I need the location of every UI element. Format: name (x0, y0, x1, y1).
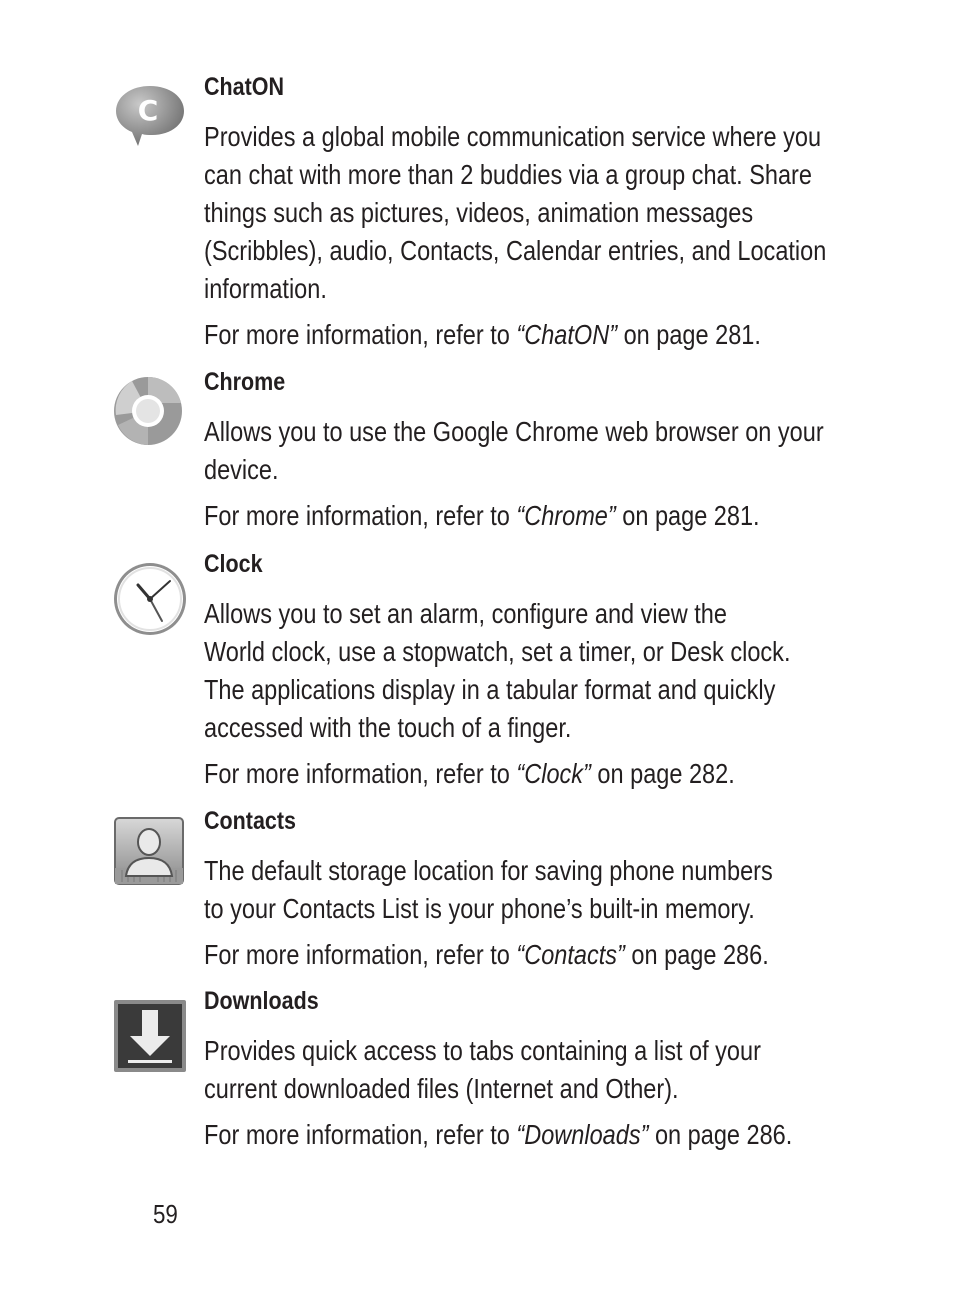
entry-description (204, 413, 884, 489)
contacts-icon (112, 816, 188, 892)
entry-description (204, 852, 884, 928)
entry-description (204, 595, 884, 747)
description-line: to your Contacts List is your phone’s built-in memory. (204, 893, 755, 924)
reference-prefix: For more information, refer to (204, 758, 517, 789)
reference-link[interactable]: “Downloads” (516, 1119, 649, 1150)
chrome-icon (112, 373, 188, 449)
entry-title: ChatON (204, 73, 285, 101)
entry-text (204, 72, 884, 354)
entry-text (204, 806, 884, 974)
entry-title: Downloads (204, 987, 319, 1015)
reference-suffix: on page 281. (617, 319, 761, 350)
description-line: (Scribbles), audio, Contacts, Calendar entries, and Location (204, 235, 827, 266)
entry-title: Chrome (204, 368, 286, 396)
chaton-icon (112, 80, 188, 156)
page-number: 59 (153, 1199, 178, 1229)
entry-text (204, 549, 884, 793)
reference-line (204, 497, 775, 535)
description-line: Allows you to use the Google Chrome web browser on your (204, 416, 824, 447)
reference-link[interactable]: “Chrome” (516, 500, 616, 531)
svg-text:C: C (137, 94, 159, 127)
clock-icon (112, 561, 188, 637)
entry-text (204, 986, 884, 1154)
description-line: current downloaded files (Internet and Other). (204, 1073, 679, 1104)
reference-prefix: For more information, refer to (204, 1119, 517, 1150)
reference-suffix: on page 286. (624, 939, 769, 970)
description-line: World clock, use a stopwatch, set a timer, or Desk clock. (204, 636, 791, 667)
reference-line (204, 936, 775, 974)
description-line: things such as pictures, videos, animation messages (204, 197, 754, 228)
reference-link[interactable]: “Clock” (516, 758, 591, 789)
entry-text (204, 367, 884, 535)
description-line: Provides a global mobile communication service where you (204, 121, 822, 152)
reference-line (204, 1116, 793, 1154)
description-line: The default storage location for saving phone numbers (204, 855, 773, 886)
reference-suffix: on page 281. (615, 500, 760, 531)
description-line: Provides quick access to tabs containing a list of your (204, 1035, 761, 1066)
reference-prefix: For more information, refer to (204, 500, 517, 531)
reference-suffix: on page 286. (648, 1119, 793, 1150)
description-line: information. (204, 273, 327, 304)
reference-suffix: on page 282. (590, 758, 735, 789)
description-line: can chat with more than 2 buddies via a group chat. Share (204, 159, 812, 190)
description-line: Allows you to set an alarm, configure and view the (204, 598, 727, 629)
entry-title: Contacts (204, 807, 296, 835)
description-line: device. (204, 454, 279, 485)
reference-prefix: For more information, refer to (204, 939, 517, 970)
reference-line (204, 316, 775, 354)
entry-title: Clock (204, 550, 263, 578)
downloads-icon (112, 998, 188, 1074)
reference-link[interactable]: “Contacts” (516, 939, 625, 970)
entry-description (204, 1032, 884, 1108)
reference-prefix: For more information, refer to (204, 319, 517, 350)
reference-link[interactable]: “ChatON” (516, 319, 618, 350)
reference-line (204, 755, 775, 793)
description-line: accessed with the touch of a finger. (204, 712, 572, 743)
description-line: The applications display in a tabular format and quickly (204, 674, 776, 705)
entry-description (204, 118, 884, 308)
